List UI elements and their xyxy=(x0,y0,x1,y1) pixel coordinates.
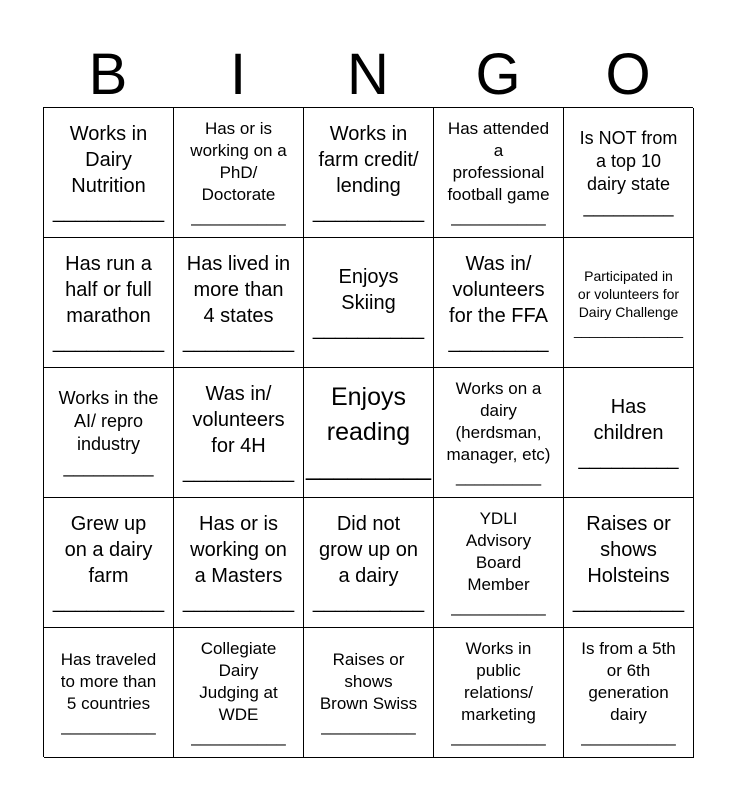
cell-text: Is from a 5th or 6th generation dairy xyxy=(581,638,676,724)
cell-text: Raises or shows Holsteins xyxy=(586,512,671,587)
header-letter-i: I xyxy=(229,42,247,107)
cell-signature-line: __________ xyxy=(52,330,165,353)
cell-text: Grew up on a dairy farm xyxy=(64,512,153,587)
cell-signature-line: __________ xyxy=(182,460,295,483)
cell-signature-line: __________ xyxy=(182,330,295,353)
cell-text: Collegiate Dairy Judging at WDE xyxy=(199,638,278,724)
cell-signature-line: __________ xyxy=(451,596,546,616)
bingo-cell[interactable] xyxy=(564,628,694,758)
cell-text: Enjoys Skiing xyxy=(338,265,399,314)
cell-signature-line: _________ xyxy=(578,447,679,470)
bingo-cell[interactable] xyxy=(434,108,564,238)
bingo-cell[interactable] xyxy=(434,368,564,498)
cell-text: Has lived in more than 4 states xyxy=(186,252,291,327)
cell-text: Has children xyxy=(593,395,664,444)
cell-text: Is NOT from a top 10 dairy state xyxy=(579,127,678,194)
bingo-cell[interactable] xyxy=(44,238,174,368)
cell-signature-line: __________ xyxy=(312,317,425,340)
bingo-cell[interactable] xyxy=(174,368,304,498)
cell-signature-line: _________ xyxy=(448,330,549,353)
bingo-header xyxy=(43,42,693,108)
cell-text: Did not grow up on a dairy xyxy=(319,512,418,587)
bingo-cell[interactable] xyxy=(304,108,434,238)
bingo-cell[interactable] xyxy=(304,368,434,498)
bingo-board xyxy=(43,107,693,757)
cell-signature-line: __________ xyxy=(182,590,295,613)
cell-text: Has traveled to more than 5 countries xyxy=(60,649,157,713)
bingo-cell[interactable] xyxy=(44,628,174,758)
header-letter-g: G xyxy=(475,42,521,107)
bingo-cell[interactable] xyxy=(304,498,434,628)
bingo-cell[interactable] xyxy=(174,238,304,368)
bingo-cell[interactable] xyxy=(174,108,304,238)
cell-text: Was in/ volunteers for the FFA xyxy=(449,252,548,327)
bingo-cell[interactable] xyxy=(44,108,174,238)
cell-text: Has or is working on a Masters xyxy=(190,512,287,587)
cell-signature-line: __________ xyxy=(581,726,676,746)
bingo-cell[interactable] xyxy=(174,628,304,758)
cell-signature-line: __________ xyxy=(191,206,286,226)
bingo-cell[interactable] xyxy=(44,368,174,498)
cell-text: Has or is working on a PhD/ Doctorate xyxy=(190,118,287,204)
bingo-cell[interactable] xyxy=(564,108,694,238)
cell-signature-line: _________ xyxy=(63,456,154,477)
cell-signature-line: ______________ xyxy=(573,321,683,338)
header-letter-n: N xyxy=(347,42,389,107)
cell-text: Works on a dairy (herdsman, manager, etc) xyxy=(446,378,551,464)
header-letter-o: O xyxy=(605,42,651,107)
cell-text: YDLI Advisory Board Member xyxy=(465,508,532,594)
cell-text: Raises or shows Brown Swiss xyxy=(319,649,418,713)
bingo-cell[interactable] xyxy=(434,628,564,758)
cell-text: Was in/ volunteers for 4H xyxy=(192,382,285,457)
cell-signature-line: __________ xyxy=(321,715,416,735)
cell-signature-line: __________ xyxy=(191,726,286,746)
header-letter-b: B xyxy=(88,42,128,107)
cell-text: Works in public relations/ marketing xyxy=(461,638,536,724)
bingo-cell[interactable] xyxy=(434,498,564,628)
bingo-cell[interactable] xyxy=(174,498,304,628)
bingo-cell[interactable] xyxy=(304,238,434,368)
cell-signature-line: _________ xyxy=(305,453,432,481)
cell-text: Has attended a professional football game xyxy=(447,118,550,204)
cell-text: Participated in or volunteers for Dairy Challenge xyxy=(577,267,680,320)
bingo-cell[interactable] xyxy=(564,498,694,628)
bingo-cell[interactable] xyxy=(564,368,694,498)
bingo-cell[interactable] xyxy=(564,238,694,368)
cell-signature-line: __________ xyxy=(312,590,425,613)
cell-text: Has run a half or full marathon xyxy=(65,252,152,327)
cell-signature-line: __________ xyxy=(451,206,546,226)
cell-text: Works in Dairy Nutrition xyxy=(69,122,148,197)
bingo-cell[interactable] xyxy=(434,238,564,368)
cell-signature-line: __________ xyxy=(52,200,165,223)
cell-text: Works in farm credit/ lending xyxy=(318,122,419,197)
cell-signature-line: __________ xyxy=(52,590,165,613)
cell-signature-line: _________ xyxy=(455,466,542,486)
cell-signature-line: _________ xyxy=(583,196,674,217)
cell-text: Works in the AI/ repro industry xyxy=(58,387,159,454)
cell-signature-line: __________ xyxy=(312,200,425,223)
bingo-cell[interactable] xyxy=(44,498,174,628)
cell-signature-line: __________ xyxy=(61,715,156,735)
cell-signature-line: __________ xyxy=(451,726,546,746)
cell-signature-line: __________ xyxy=(572,590,685,613)
bingo-cell[interactable] xyxy=(304,628,434,758)
cell-text: Enjoys reading xyxy=(326,383,411,446)
